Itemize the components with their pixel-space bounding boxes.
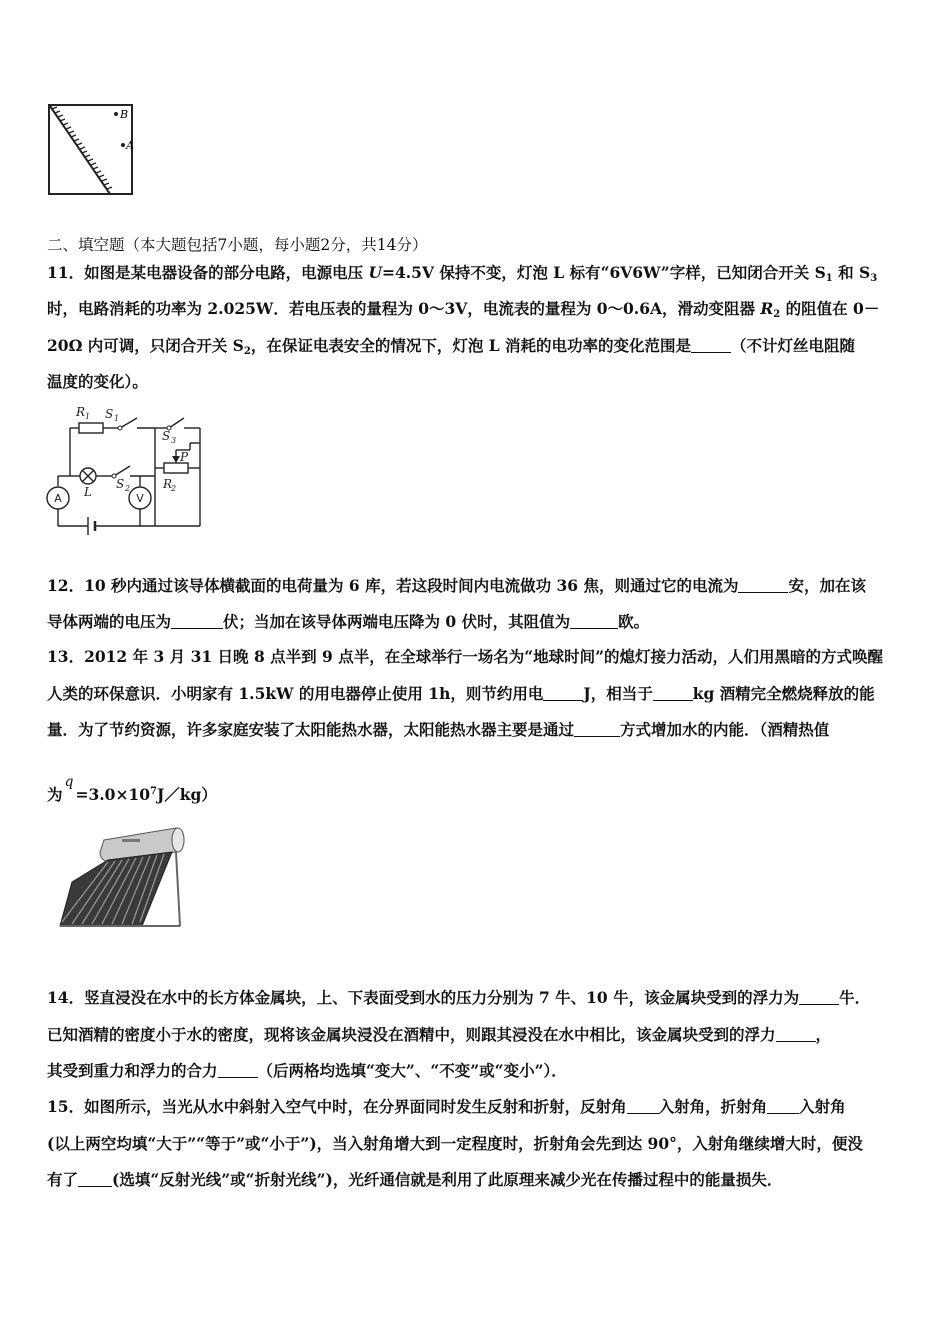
q14-text: 已知酒精的密度小于水的密度，现将该金属块浸没在酒精中，则跟其浸没在水中相比，该金属块受到的浮力 [47, 1025, 776, 1044]
u-symbol: U [368, 263, 382, 282]
q12-text: 12．10 秒内通过该导体横截面的电荷量为 6 库，若这段时间内电流做功 36 焦，则通过它的电流为 [47, 576, 739, 595]
q15-text: 入射角，折射角 [658, 1097, 768, 1116]
circuit-diagram [40, 398, 215, 538]
point-b [114, 112, 118, 116]
label-ammeter: A [54, 492, 62, 505]
q15-line2: (以上两空均填“大于”“等于”或“小于”)，当入射角增大到一定程度时，折射角会先到达 90°，入射角继续增大时，便没 [47, 1134, 863, 1153]
q13-text: 人类的环保意识．小明家有 1.5kW 的用电器停止使用 1h，则节约用电 [47, 684, 544, 703]
q13-text: =3.0×10 [75, 785, 150, 804]
label-voltmeter: V [136, 492, 144, 505]
label-s1-sub: 1 [114, 414, 120, 423]
q11-line2 [47, 299, 879, 325]
switch-s3 [169, 418, 184, 428]
q13-text: kg 酒精完全燃烧释放的能 [692, 684, 875, 703]
q11-text: （不计灯丝电阻随 [731, 336, 856, 355]
q15-text: 有了 [47, 1170, 79, 1189]
q12-text: 导体两端的电压为 [47, 612, 172, 631]
point-a [121, 143, 125, 147]
q13-text: 量．为了节约资源，许多家庭安装了太阳能热水器，太阳能热水器主要是通过 [47, 720, 575, 739]
top-figure [44, 98, 144, 200]
subscript: 2 [773, 309, 781, 320]
solar-water-heater-image [52, 822, 187, 930]
q14-text: 14．竖直浸没在水中的长方体金属块，上、下表面受到水的压力分别为 7 牛、10 牛，该金属块受到的浮力为 [47, 988, 800, 1007]
slider-arrow [172, 456, 180, 463]
subscript: 1 [825, 273, 833, 284]
q14-line1 [47, 988, 870, 1008]
q12-line2 [47, 612, 649, 632]
label-a: A [126, 139, 134, 152]
q12-text: 欧。 [618, 612, 650, 631]
q14-text: ， [815, 1025, 832, 1044]
q15-text: 15．如图所示，当光从水中斜射入空气中时，在分界面同时发生反射和折射，反射角 [47, 1097, 627, 1116]
label-r1: R [76, 405, 86, 419]
q11-text: ，在保证电表安全的情况下，灯泡 L 消耗的电功率的变化范围是 [250, 336, 692, 355]
answer-blank[interactable] [776, 1027, 816, 1042]
q11-text: 时，电路消耗的功率为 2.025W．若电压表的量程为 0～3V，电流表的量程为 0～0.6A，滑动变阻器 [47, 299, 761, 318]
q13-line4 [47, 774, 217, 806]
q13-text: 为 [47, 785, 63, 804]
q14-line3 [47, 1061, 567, 1081]
q12-text: 伏；当加在该导体两端电压降为 0 伏时，其阻值为 [223, 612, 571, 631]
label-b: B [120, 108, 129, 121]
label-r1-sub: 1 [85, 412, 91, 421]
exponent: 7 [150, 786, 157, 797]
q13-text: J／kg） [156, 785, 217, 804]
q15-text: 入射角 [799, 1097, 846, 1116]
subscript: 2 [243, 346, 251, 357]
label-s3: S [162, 429, 171, 443]
r-symbol: R [760, 299, 774, 318]
answer-blank[interactable] [543, 686, 583, 701]
subscript: 3 [870, 273, 878, 284]
q14-text: 其受到重力和浮力的合力 [47, 1061, 218, 1080]
q13-line2 [47, 684, 875, 704]
q12-text: 安，加在该 [788, 576, 866, 595]
q-symbol: q [64, 774, 74, 790]
q14-line2 [47, 1025, 831, 1045]
switch-s2 [114, 466, 130, 476]
switch-s1 [120, 418, 137, 428]
label-r2-sub: 2 [171, 484, 177, 493]
label-s3-sub: 3 [171, 436, 177, 445]
q15-text: (选填“反射光线”或“折射光线”)，光纤通信就是利用了此原理来减少光在传播过程中的能量损失． [112, 1170, 783, 1189]
answer-blank[interactable] [799, 990, 839, 1005]
label-s2-sub: 2 [125, 484, 131, 493]
label-l: L [84, 485, 92, 499]
q13-line1: 13．2012 年 3 月 31 日晚 8 点半到 9 点半，在全球举行一场名为“地球时间”的熄灯接力活动，人们用黑暗的方式唤醒 [47, 647, 884, 666]
q14-text: 牛． [839, 988, 871, 1007]
resistor-r1 [79, 423, 103, 433]
answer-blank[interactable] [78, 1172, 112, 1187]
q11-line1 [47, 263, 877, 289]
q11-text: 的阻值在 0－ [780, 299, 880, 318]
hatch-marks [52, 107, 112, 189]
answer-blank[interactable] [691, 338, 731, 353]
label-s2: S [116, 477, 125, 491]
q14-text: （后两格均选填“变大”、“不变”或“变小”）． [257, 1061, 567, 1080]
answer-blank[interactable] [218, 1063, 258, 1078]
q11-text: 11．如图是某电器设备的部分电路，电源电压 [47, 263, 369, 282]
label-s1: S [105, 407, 114, 421]
q11-line3 [47, 336, 855, 362]
q12-line1 [47, 576, 866, 596]
resistor-r2 [164, 463, 188, 473]
section-heading: 二、填空题（本大题包括7小题，每小题2分，共14分） [47, 236, 428, 254]
q15-line3 [47, 1170, 782, 1190]
answer-blank[interactable] [627, 1099, 659, 1114]
q13-text: J，相当于 [583, 684, 653, 703]
q13-text: 方式增加水的内能．（酒精热值 [620, 720, 830, 739]
answer-blank[interactable] [570, 614, 618, 629]
q11-line4: 温度的变化）。 [47, 372, 148, 391]
q11-text: 20Ω 内可调，只闭合开关 S [47, 336, 244, 355]
answer-blank[interactable] [767, 1099, 799, 1114]
answer-blank[interactable] [738, 578, 788, 593]
label-r2: R [163, 477, 173, 491]
answer-blank[interactable] [574, 722, 620, 737]
q11-text: =4.5V 保持不变，灯泡 L 标有“6V6W”字样，已知闭合开关 S [382, 263, 826, 282]
answer-blank[interactable] [653, 686, 693, 701]
q13-line3 [47, 720, 829, 740]
hatched-diagonal [50, 106, 110, 194]
label-p: P [180, 450, 189, 464]
answer-blank[interactable] [171, 614, 223, 629]
q11-text: 和 S [832, 263, 871, 282]
q15-line1 [47, 1097, 846, 1117]
